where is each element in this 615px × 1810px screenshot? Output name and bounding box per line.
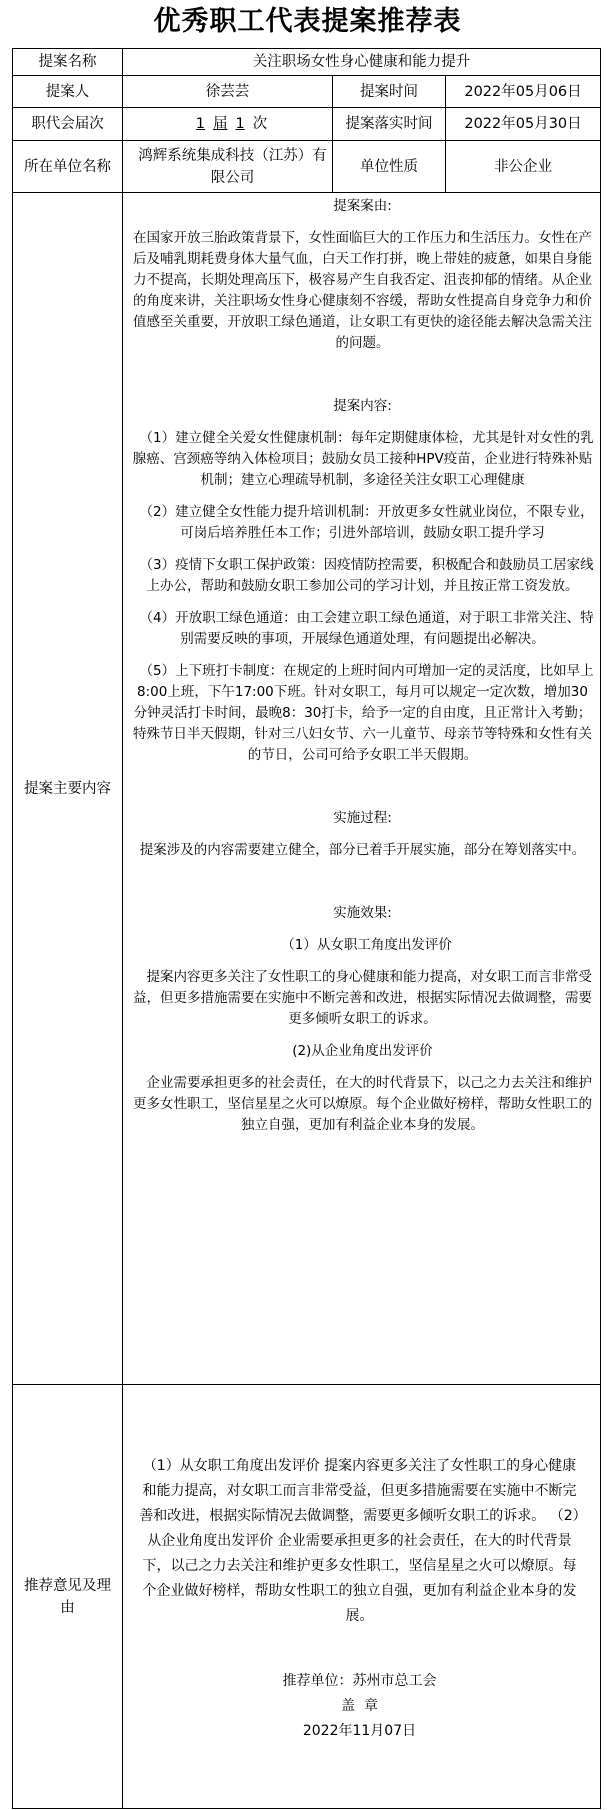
content-item-2: （2）建立健全女性能力提升培训机制：开放更多女性就业岗位，不限专业，可岗后培养胜任本工作；引进外部培训，鼓励女职工提升学习 bbox=[139, 504, 594, 541]
content-item-5: （5）上下班打卡制度：在规定的上班时间内可增加一定的灵活度，比如早上8:00上班，下午17:00下班。针对女职工，每月可以规定一定次数，增加30分钟灵活打卡时间，最晚8：30打卡，给予一定的自由度，且正常计入考勤；特殊节日半天假期，针对三八妇女节、六一儿童节、母亲节等特殊和女性有关的节日，公司可给予女职工半天假期。 bbox=[133, 663, 594, 763]
row-session bbox=[13, 108, 601, 141]
recommending-unit: 推荐单位：苏州市总工会 bbox=[282, 1673, 437, 1689]
unit-nature-label: 单位性质 bbox=[333, 141, 446, 193]
main-content-body bbox=[123, 193, 601, 1385]
document-title: 优秀职工代表提案推荐表 bbox=[153, 6, 462, 37]
row-proposer bbox=[13, 76, 601, 108]
session-number-1: 1 bbox=[195, 116, 205, 132]
unit-label: 所在单位名称 bbox=[13, 141, 123, 193]
content-item-4: （4）开放职工绿色通道：由工会建立职工绿色通道，对于职工非常关注、特别需要反映的事项，开展绿色通道处理，有问题提出必解决。 bbox=[139, 610, 594, 647]
proposal-time-value: 2022年05月06日 bbox=[446, 76, 601, 108]
main-content-label: 提案主要内容 bbox=[13, 193, 123, 1385]
proposal-name-value: 关注职场女性身心健康和能力提升 bbox=[123, 49, 601, 76]
unit-nature-value: 非公企业 bbox=[446, 141, 601, 193]
row-main-content bbox=[13, 193, 601, 1385]
row-proposal-name bbox=[13, 49, 601, 76]
process-heading: 实施过程: bbox=[333, 810, 392, 826]
proposer-label: 提案人 bbox=[13, 76, 123, 108]
recommendation-text: （1）从女职工角度出发评价 提案内容更多关注了女性职工的身心健康和能力提高，对女职工而言非常受益，但更多措施需要在实施中不断完善和改进，根据实际情况去做调整，需要更多倾听女职工的诉求。 （2）从企业角度出发评价 企业需要承担更多的社会责任，在大的时代背景下，以己之力去关注和维护更多女性职工，坚信星星之火可以燎原。每个企业做好榜样，帮助女性职工的独立自强，更加有利益企业本身的发展。 bbox=[139, 1458, 580, 1624]
seal-text: 盖 章 bbox=[341, 1698, 378, 1714]
session-unit-2: 次 bbox=[252, 116, 268, 132]
session-number-2: 1 bbox=[235, 116, 245, 132]
recommendation-signature bbox=[137, 1669, 582, 1744]
recommendation-date: 2022年11月07日 bbox=[302, 1723, 417, 1739]
session-value bbox=[123, 108, 333, 141]
unit-value: 鸿辉系统集成科技（江苏）有限公司 bbox=[123, 141, 333, 193]
session-unit-1: 届 bbox=[213, 116, 228, 132]
content-heading: 提案内容: bbox=[333, 398, 392, 414]
row-recommendation bbox=[13, 1385, 601, 1809]
effect-2-text: 企业需要承担更多的社会责任，在大的时代背景下，以己之力去关注和维护更多女性职工，坚信星星之火可以燎原。每个企业做好榜样，帮助女性职工的独立自强，更加有利益企业本身的发展。 bbox=[133, 1075, 592, 1133]
effect-2-heading: (2)从企业角度出发评价 bbox=[292, 1043, 433, 1059]
effect-heading: 实施效果: bbox=[333, 905, 392, 921]
proposer-value: 徐芸芸 bbox=[123, 76, 333, 108]
reason-heading: 提案案由: bbox=[333, 198, 392, 214]
proposal-name-label: 提案名称 bbox=[13, 49, 123, 76]
proposal-time-label: 提案时间 bbox=[333, 76, 446, 108]
proposal-form-table bbox=[12, 48, 601, 1809]
row-unit bbox=[13, 141, 601, 193]
content-item-1: （1）建立健全关爱女性健康机制：每年定期健康体检，尤其是针对女性的乳腺癌、宫颈癌等纳入体检项目；鼓励女员工接种HPV疫苗，企业进行特殊补贴机制；建立心理疏导机制，多途径关注女职工心理健康 bbox=[132, 430, 594, 488]
reason-text: 在国家开放三胎政策背景下，女性面临巨大的工作压力和生活压力。女性在产后及哺乳期耗费身体大量气血，白天工作打拼，晚上带娃的疲惫，如果自身能力不提高，长期处理高压下，极容易产生自我否定、沮丧抑郁的情绪。从企业的角度来讲，关注职场女性身心健康刻不容缓，帮助女性提高自身竞争力和价值感至关重要，开放职工绿色通道，让女职工有更快的途径能去解决急需关注的问题。 bbox=[133, 230, 592, 351]
recommendation-body bbox=[123, 1385, 601, 1809]
recommendation-label: 推荐意见及理由 bbox=[13, 1385, 123, 1809]
session-label: 职代会届次 bbox=[13, 108, 123, 141]
effect-1-text: 提案内容更多关注了女性职工的身心健康和能力提高，对女职工而言非常受益，但更多措施需要在实施中不断完善和改进，根据实际情况去做调整，需要更多倾听女职工的诉求。 bbox=[133, 969, 592, 1027]
process-text: 提案涉及的内容需要建立健全，部分已着手开展实施，部分在筹划落实中。 bbox=[139, 842, 586, 858]
content-item-3: （3）疫情下女职工保护政策：因疫情防控需要，积极配合和鼓励员工居家线上办公，帮助和鼓励女职工参加公司的学习计划，并且按正常工资发放。 bbox=[139, 557, 594, 594]
implementation-time-value: 2022年05月30日 bbox=[446, 108, 601, 141]
implementation-time-label: 提案落实时间 bbox=[333, 108, 446, 141]
effect-1-heading: （1）从女职工角度出发评价 bbox=[281, 937, 452, 953]
